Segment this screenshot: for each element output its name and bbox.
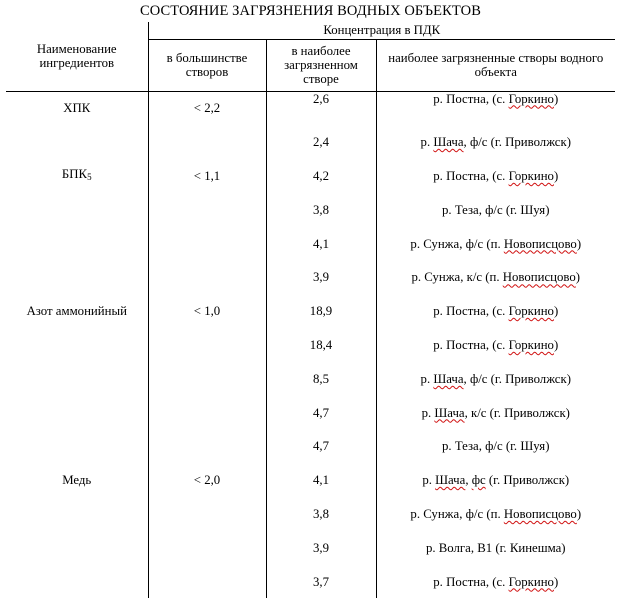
worst-site-cell <box>266 91 376 125</box>
ingredient-cell <box>6 328 148 362</box>
table-row <box>6 260 615 294</box>
site-cell <box>376 294 615 328</box>
ingredient-name: ХПК <box>63 101 91 116</box>
table-row <box>6 227 615 261</box>
worst-site-cell <box>266 565 376 599</box>
most-sites-value: < 1,1 <box>193 168 221 183</box>
site-cell <box>376 362 615 396</box>
worst-site-value: 2,6 <box>313 91 329 106</box>
site-name-misspelled: Горкино <box>508 91 554 106</box>
most-sites-value: < 2,2 <box>193 101 221 116</box>
most-sites-cell <box>148 396 266 430</box>
header-most-sites <box>148 39 266 91</box>
header-ingredient <box>6 22 148 91</box>
worst-site-value: 3,8 <box>313 202 329 217</box>
site-cell <box>376 91 615 125</box>
worst-site-cell <box>266 227 376 261</box>
site-text: р. Теза, ф/с (г. Шуя) <box>442 439 550 454</box>
ingredient-cell <box>6 396 148 430</box>
site-text: , к/с (г. Приволжск) <box>464 405 570 420</box>
worst-site-cell <box>266 531 376 565</box>
ingredient-name: БПК <box>61 167 88 182</box>
site-cell <box>376 463 615 497</box>
document-title: СОСТОЯНИЕ ЗАГРЯЗНЕНИЯ ВОДНЫХ ОБЪЕКТОВ <box>139 3 481 19</box>
site-text: р. Постна, (с. <box>433 574 509 589</box>
worst-site-cell <box>266 159 376 193</box>
worst-site-cell <box>266 497 376 531</box>
table-row <box>6 497 615 531</box>
table-body <box>6 91 615 598</box>
site-name-misspelled: Новописцово <box>503 506 577 521</box>
site-text: ) <box>553 168 559 183</box>
worst-site-cell <box>266 328 376 362</box>
worst-site-value: 4,7 <box>313 439 329 454</box>
site-name-misspelled: фс <box>471 473 486 488</box>
site-text: р. Постна, (с. <box>433 337 509 352</box>
most-sites-cell <box>148 159 266 193</box>
header-worst-sites-label: наиболее загрязненные створы водного объекта <box>388 51 604 79</box>
site-cell <box>376 227 615 261</box>
table-row <box>6 193 615 227</box>
table-row <box>6 565 615 599</box>
site-text: р. <box>422 473 436 488</box>
table-row <box>6 125 615 159</box>
ingredient-cell <box>6 227 148 261</box>
site-name-misspelled: Горкино <box>508 337 554 352</box>
worst-site-cell <box>266 362 376 396</box>
site-text: ) <box>575 270 581 285</box>
site-text: , ф/с (г. Приволжск) <box>463 135 571 150</box>
site-text: ) <box>576 506 582 521</box>
site-text: (г. Приволжск) <box>485 473 570 488</box>
header-most-sites-label: в большинстве створов <box>166 51 248 79</box>
site-text: р. Сунжа, ф/с (п. <box>410 506 504 521</box>
most-sites-cell <box>148 125 266 159</box>
site-text: ) <box>553 337 559 352</box>
worst-site-value: 8,5 <box>313 371 329 386</box>
most-sites-cell <box>148 193 266 227</box>
ingredient-cell <box>6 159 148 193</box>
site-cell <box>376 125 615 159</box>
table-row <box>6 159 615 193</box>
worst-site-cell <box>266 193 376 227</box>
table-row <box>6 91 615 125</box>
most-sites-value: < 1,0 <box>193 304 221 319</box>
site-text: р. Теза, ф/с (г. Шуя) <box>442 202 550 217</box>
ingredient-cell <box>6 260 148 294</box>
table-row <box>6 294 615 328</box>
worst-site-value: 4,7 <box>313 405 329 420</box>
header-concentration-group <box>148 22 615 39</box>
worst-site-cell <box>266 125 376 159</box>
most-sites-cell <box>148 463 266 497</box>
site-text: ) <box>576 236 582 251</box>
most-sites-cell <box>148 565 266 599</box>
worst-site-cell <box>266 463 376 497</box>
worst-site-value: 2,4 <box>313 135 329 150</box>
site-name-misspelled: Горкино <box>508 574 554 589</box>
site-text: ) <box>553 304 559 319</box>
most-sites-cell <box>148 227 266 261</box>
site-name-misspelled: Шача <box>433 371 464 386</box>
worst-site-value: 18,9 <box>309 304 333 319</box>
most-sites-value: < 2,0 <box>193 473 221 488</box>
site-text: , <box>465 473 472 488</box>
worst-site-cell <box>266 429 376 463</box>
site-name-misspelled: Горкино <box>508 304 554 319</box>
ingredient-name: Азот аммонийный <box>26 304 127 319</box>
worst-site-value: 18,4 <box>309 337 333 352</box>
site-name-misspelled: Новописцово <box>502 270 576 285</box>
most-sites-cell <box>148 497 266 531</box>
ingredient-cell <box>6 429 148 463</box>
worst-site-cell <box>266 260 376 294</box>
ingredient-cell <box>6 463 148 497</box>
site-cell <box>376 531 615 565</box>
site-text: ) <box>553 574 559 589</box>
worst-site-value: 4,2 <box>313 168 329 183</box>
table-row <box>6 328 615 362</box>
ingredient-subscript: 5 <box>87 172 92 183</box>
site-cell <box>376 193 615 227</box>
ingredient-cell <box>6 193 148 227</box>
header-worst-site-label: в наиболее загрязненном створе <box>284 44 358 86</box>
site-cell <box>376 159 615 193</box>
site-cell <box>376 328 615 362</box>
header-worst-site <box>266 39 376 91</box>
most-sites-cell <box>148 429 266 463</box>
header-concentration-label: Концентрация в ПДК <box>323 23 441 38</box>
site-text: , ф/с (г. Приволжск) <box>463 371 571 386</box>
ingredient-cell <box>6 565 148 599</box>
site-text: р. Постна, (с. <box>433 91 509 106</box>
site-name-misspelled: Горкино <box>508 168 554 183</box>
worst-site-value: 4,1 <box>313 236 329 251</box>
worst-site-value: 3,9 <box>313 270 329 285</box>
site-cell <box>376 260 615 294</box>
site-cell <box>376 396 615 430</box>
site-cell <box>376 565 615 599</box>
worst-site-value: 3,8 <box>313 506 329 521</box>
most-sites-cell <box>148 260 266 294</box>
table-row <box>6 396 615 430</box>
site-text: р. Сунжа, ф/с (п. <box>410 236 504 251</box>
worst-site-value: 3,7 <box>313 574 329 589</box>
site-text: р. <box>420 371 434 386</box>
table-row <box>6 362 615 396</box>
most-sites-cell <box>148 294 266 328</box>
ingredient-cell <box>6 294 148 328</box>
site-text: ) <box>553 91 559 106</box>
site-text: р. <box>421 405 435 420</box>
site-name-misspelled: Шача <box>435 473 466 488</box>
ingredient-cell <box>6 362 148 396</box>
most-sites-cell <box>148 531 266 565</box>
ingredient-cell <box>6 531 148 565</box>
ingredient-cell <box>6 497 148 531</box>
site-name-misspelled: Шача <box>433 135 464 150</box>
ingredient-cell <box>6 91 148 125</box>
worst-site-cell <box>266 396 376 430</box>
worst-site-cell <box>266 294 376 328</box>
site-cell <box>376 429 615 463</box>
site-name-misspelled: Новописцово <box>503 236 577 251</box>
site-text: р. Волга, В1 (г. Кинешма) <box>425 540 566 555</box>
site-text: р. Сунжа, к/с (п. <box>411 270 503 285</box>
most-sites-cell <box>148 328 266 362</box>
worst-site-value: 3,9 <box>313 540 329 555</box>
table-row <box>6 531 615 565</box>
table-row <box>6 429 615 463</box>
pollution-table <box>6 22 615 598</box>
header-worst-sites <box>376 39 615 91</box>
most-sites-cell <box>148 91 266 125</box>
site-cell <box>376 497 615 531</box>
site-text: р. <box>420 135 434 150</box>
worst-site-value: 4,1 <box>313 473 329 488</box>
most-sites-cell <box>148 362 266 396</box>
site-text: р. Постна, (с. <box>433 168 509 183</box>
ingredient-name: Медь <box>62 473 92 488</box>
ingredient-cell <box>6 125 148 159</box>
table-row <box>6 463 615 497</box>
header-ingredient-label: Наименование ингредиентов <box>36 42 117 71</box>
site-text: р. Постна, (с. <box>433 304 509 319</box>
site-name-misspelled: Шача <box>434 405 465 420</box>
